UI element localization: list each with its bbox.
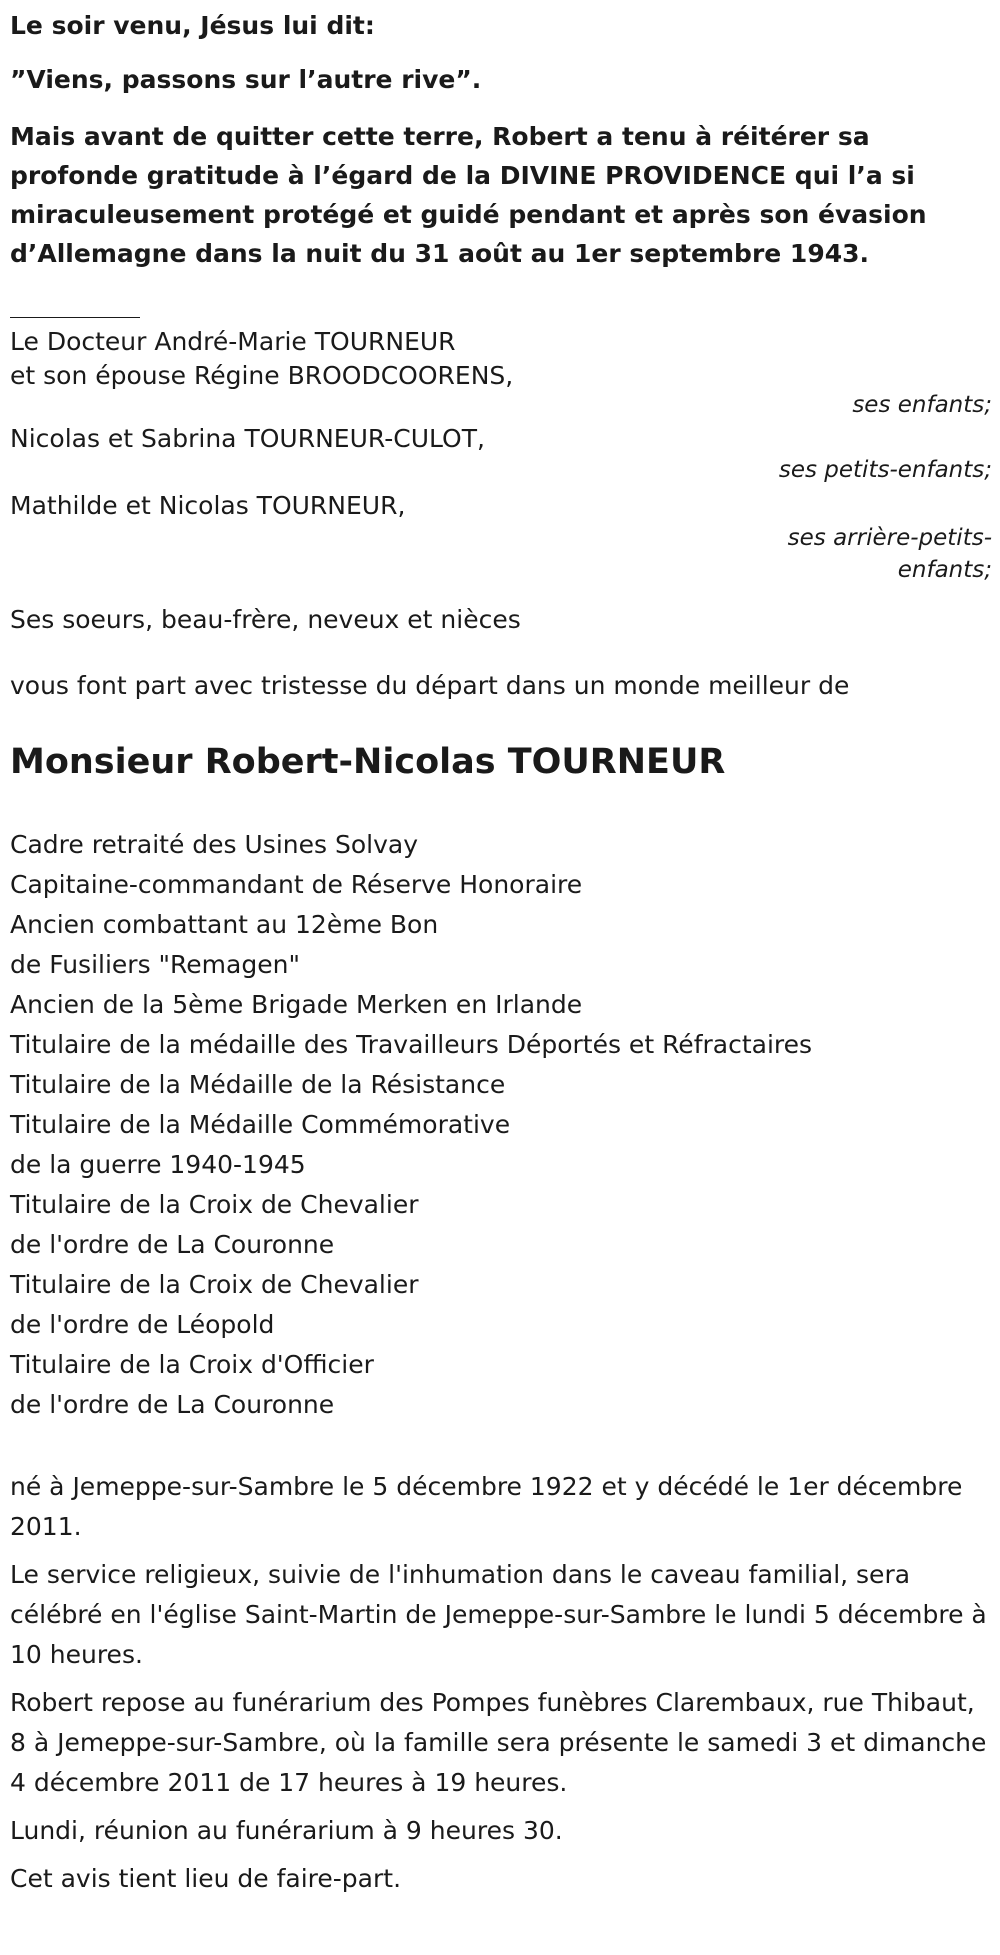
grandchildren-entry (10, 424, 995, 486)
service-paragraph: Le service religieux, suivie de l'inhumation dans le caveau familial, sera célébré en l'église Saint-Martin de Jemeppe-sur-Sambre le lundi 5 décembre à 10 heures. (10, 1560, 987, 1669)
great-grandchildren-name: Mathilde et Nicolas TOURNEUR, (10, 491, 406, 520)
children-entry (10, 322, 995, 420)
grandchildren-role: ses petits-enfants; (778, 457, 992, 483)
announcement-text: vous font part avec tristesse du départ dans un monde meilleur de (10, 671, 850, 700)
title-line: de l'ordre de La Couronne (10, 1390, 335, 1419)
title-line: de l'ordre de Léopold (10, 1310, 275, 1339)
intro-gratitude-paragraph: Mais avant de quitter cette terre, Robert a tenu à réitérer sa profonde gratitude à l’égard de la DIVINE PROVIDENCE qui l’a si miraculeusement protégé et guidé pendant et après son évasion d’Allemagne dans la nuit du 31 août au 1er septembre 1943. (10, 122, 927, 268)
great-grandchildren-role: ses arrière-petits-enfants; (787, 525, 992, 583)
title-line: de la guerre 1940-1945 (10, 1150, 306, 1179)
title-line: Titulaire de la Médaille Commémorative (10, 1110, 511, 1139)
title-line: Capitaine-commandant de Réserve Honoraire (10, 870, 583, 899)
closing-paragraph: Cet avis tient lieu de faire-part. (10, 1864, 402, 1893)
title-line: Titulaire de la Médaille de la Résistance (10, 1070, 506, 1099)
title-line: de l'ordre de La Couronne (10, 1230, 335, 1259)
family-list (10, 322, 995, 640)
title-line: Titulaire de la Croix de Chevalier (10, 1270, 419, 1299)
children-role: ses enfants; (852, 392, 992, 418)
title-line: Titulaire de la Croix d'Officier (10, 1350, 374, 1379)
obituary-document (10, 0, 995, 1899)
title-line: Titulaire de la Croix de Chevalier (10, 1190, 419, 1219)
intro-line-1: Le soir venu, Jésus lui dit: (10, 11, 375, 40)
title-line: Titulaire de la médaille des Travailleurs Déportés et Réfractaires (10, 1030, 813, 1059)
title-line: Ancien combattant au 12ème Bon (10, 910, 439, 939)
intro-section (10, 0, 995, 273)
children-name-line-2: et son épouse Régine BROODCOORENS, (10, 361, 514, 390)
intro-line-2: ”Viens, passons sur l’autre rive”. (10, 65, 482, 94)
title-line: Ancien de la 5ème Brigade Merken en Irlande (10, 990, 583, 1019)
meeting-paragraph: Lundi, réunion au funérarium à 9 heures 30. (10, 1816, 563, 1845)
siblings-name: Ses soeurs, beau-frère, neveux et nièces (10, 605, 521, 634)
great-grandchildren-entry (10, 490, 995, 586)
children-name-line-1: Le Docteur André-Marie TOURNEUR (10, 327, 456, 356)
funerarium-paragraph: Robert repose au funérarium des Pompes funèbres Clarembaux, rue Thibaut, 8 à Jemeppe-sur-Sambre, où la famille sera présente le samedi 3 et dimanche 4 décembre 2011 de 17 heures à 19 heures. (10, 1688, 987, 1797)
title-line: Cadre retraité des Usines Solvay (10, 830, 418, 859)
grandchildren-name: Nicolas et Sabrina TOURNEUR-CULOT, (10, 424, 485, 453)
deceased-name: Monsieur Robert-Nicolas TOURNEUR (10, 742, 726, 782)
siblings-entry (10, 600, 995, 640)
title-line: de Fusiliers "Remagen" (10, 950, 300, 979)
titles-list (10, 825, 995, 1425)
birth-death-paragraph: né à Jemeppe-sur-Sambre le 5 décembre 1922 et y décédé le 1er décembre 2011. (10, 1472, 963, 1541)
separator-line (10, 317, 140, 318)
